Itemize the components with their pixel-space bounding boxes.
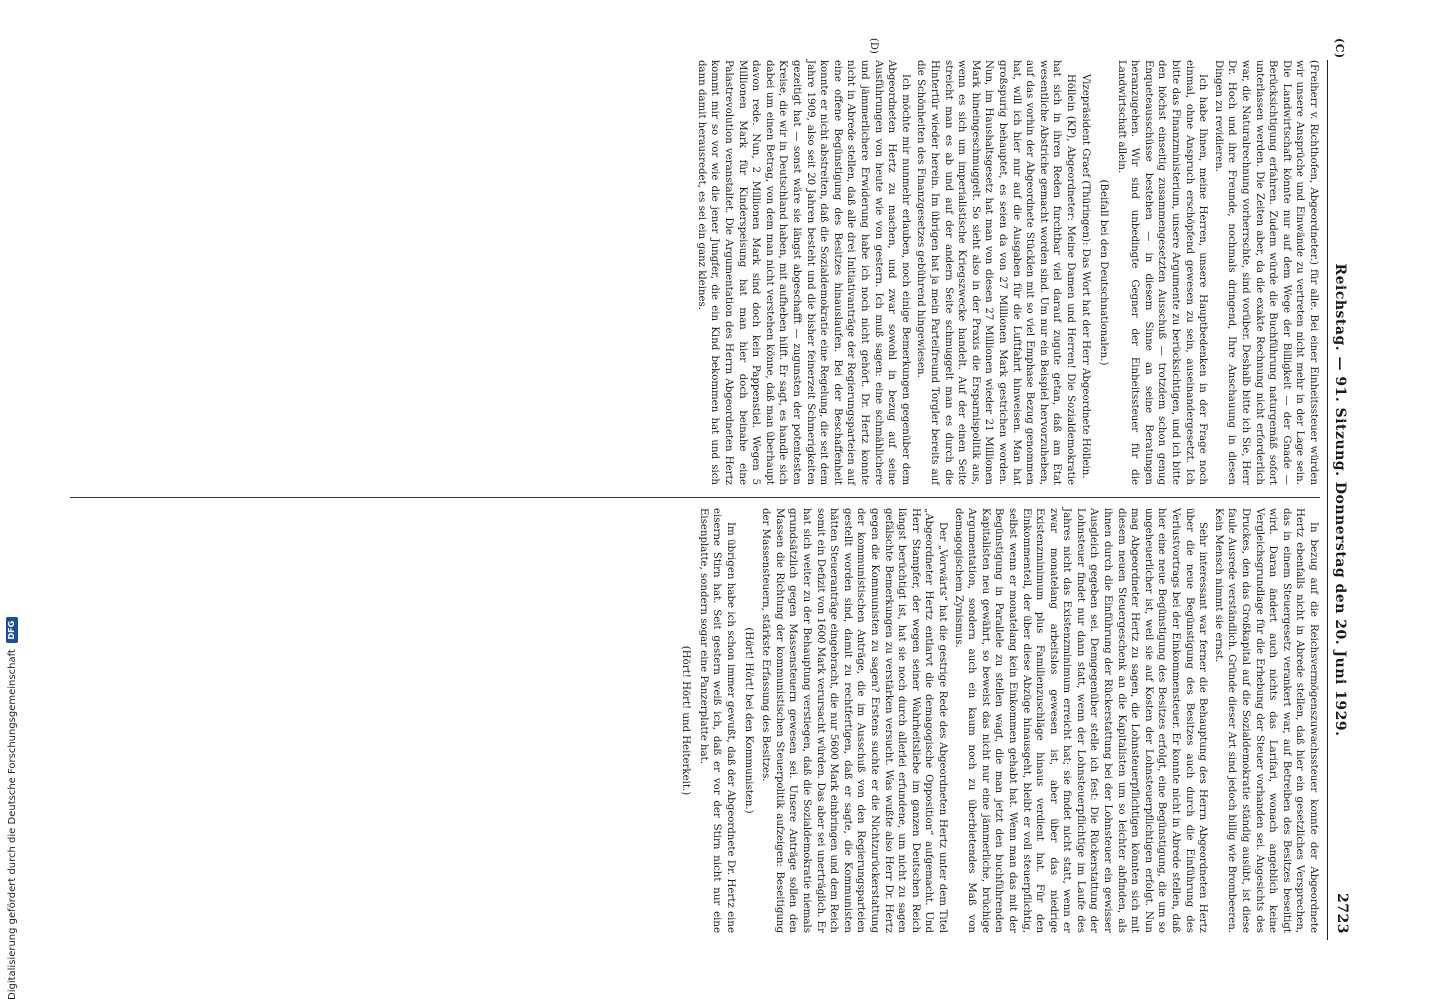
margin-mark-c: (C) [1333, 38, 1346, 59]
paragraph: Ich habe Ihnen, meine Herren, unsere Hauptbedenken in der Frage noch einmal, ohne Anspruch erschöpfend gewesen zu sein, auseinandergesetzt. Ich bitte das Finanzministerium, unsere Argumente zu berücksichtigen, und ich bitte den höchst einseitig zusammengesetzten Ausschuß — trotzdem schon genug Enqueteausschüsse bestehen — in diesem Sinne an seine Beratungen heranzugehen. Wir sind unbedingte Gegner der Einheitssteuer für die Landwirtschaft allein. [1115, 60, 1209, 485]
interjection: (Hört! Hört! bei den Kommunisten.) [742, 627, 754, 814]
document-page [60, 38, 1350, 940]
page-number: 2723 [1334, 893, 1350, 934]
credit-text: Digitalisierung gefördert durch die Deutsche Forschungsgemeinschaft [6, 649, 18, 1000]
interjection: (Hört! Hört! und Heiterkeit.) [680, 645, 692, 796]
column-divider [70, 497, 1320, 498]
paragraph: Sehr interessant war ferner die Behauptung des Herrn Abgeordneten Hertz über die neue Begünstigung des Besitzes auch durch die Einführung des Verlustvortrags bei der Einkommensteuer. Er konnte nicht in Abrede stellen, daß hier eine neue Begünstigung des Besitzes erfolgt, eine Begünstigung, die um so ungeheuerlicher ist, weil sie auf Kosten der Lohnsteuerpflichtigen erfolgt. Nun mag Abgeordneter Hertz zu sagen, die Lohnsteuerpflichtigen könnten sich mit diesem neuen Steuergeschenk an die Kapitalisten um so leichter abfinden, als ihnen durch die Einführung der Rückerstattung bei der Lohnsteuer ein gewisser Ausgleich gegeben sei. Demgegenüber stelle ich fest: Die Rückerstattung der Lohnsteuer findet nur dann statt, wenn der Lohnsteuerpflichtige im Laufe des Jahres nicht das Existenzminimum erreicht hat; sie findet nicht statt, wenn er zwar monatelang arbeitslos gewesen ist, aber über das niedrige Existenzminimum plus Familienzuschläge hinaus verdient hat. Für den Einkommenteil, der über diese Abzüge hinausgeht, bleibt er voll steuerpflichtig, selbst wenn er monatelang kein Einkommen gehabt hat. Wenn man das mit der Begünstigung in Parallele zu stellen wagt, die man jetzt den buchführenden Kapitalisten neu gewährt, so beweist das nicht nur eine jämmerliche, brüchige Argumentation, sondern auch ein kaum noch zu überbietendes Maß von demagogischem Zynismus. [952, 508, 1209, 933]
applause-note: (Beifall bei den Deutschnationalen.) [1098, 179, 1110, 366]
paragraph: Im übrigen habe ich schon immer gewußt, daß der Abgeordnete Dr. Hertz eine eiserne Stirn hat. Seit gestern weiß ich, daß er vor der Stirn nicht nur eine Eisenplatte, sondern sogar eine Panzerplatte hat. [697, 508, 737, 933]
paragraph: In bezug auf die Reichsvermögenszuwachssteuer konnte der Abgeordnete Hertz ebenfalls nicht in Abrede stellen, daß hier ein gesetzliches Versprechen, das in einem Steuergesetz verankert war, auf Betreiben des Besitzes beseitigt wird. Daran ändert auch nichts das Larifari, wonach angeblich keine Vergleichsgrundlage für die Erhebung der Steuer vorhanden sei. Angesichts des Druckes, den das Großkapital auf die Sozialdemokratie ständig ausübt, ist diese faule Ausrede verständlich. Gründe dieser Art sind jedoch billig wie Brombeeren. Kein Mensch nimmt sie ernst. [1212, 508, 1319, 933]
paragraph: Ich möchte mir nunmehr erlauben, noch einige Bemerkungen gegenüber dem Abgeordneten Hertz zu machen, und zwar sowohl in bezug auf seine Ausführungen von heute wie von gestern. Ich muß sagen: eine schmählichere und jämmerlichere Erwiderung habe ich noch nicht gehört. Dr. Hertz konnte nicht in Abrede stellen, daß alle drei Initiativanträge der Regierungsparteien auf eine offene Begünstigung des Besitzes hinauslaufen. Bei der Beschaffenheit konnte er nicht abstreiten, daß die Sozialdemokratie eine Regelung, die seit dem Jahre 1909, also seit 20 Jahren besteht und die bisher feinerzeit Schmerigkeiten gezeitigt hat — sonst wäre sie längst abgeschafft — zugunsten der potentesten Kreise, die wir in Deutschland haben, mit aufheben hilft. Er sagt, es handle sich dabei um einen Betrag, von dem man nicht verstehen könne, daß man überhaupt davon rede. Nun, 2 Millionen Mark sind doch kein Pappenstiel. Wegen 5 Millionen Mark für Kinderspeisung hat man hier doch beinahe eine Palastrevolution veranstaltet. Die Argumentation des Herrn Abgeordneten Hertz kommt mir so vor wie die jener Jungfer, die ein Kind bekommen hat und sich dann damit herausredet, es sei ein ganz kleines. [695, 60, 911, 485]
paragraph: Der „Vorwärts“ hat die gestrige Rede des Abgeordneten Hertz unter dem Titel „Abgeordneter Hertz entlarvt die demagogische Opposition“ aufgemacht. Und Herr Stampfer, der wegen seiner Wahrheitsliebe im ganzen Deutschen Reich längst berüchtigt ist, hat sie noch durch allerlei erfundene, um nicht zu sagen gefälschte Bemerkungen zu verstärken versucht. Was wußte also Herr Dr. Hertz gegen die Kommunisten zu sagen? Erstens suchte er die Nichtzurückerstattung der kommunistischen Anträge, die im Ausschuß von den Regierungsparteien gestellt worden sind, damit zu rechtfertigen, daß er sagte, die Kommunisten hätten Steueranträge eingebracht, die nur 5600 Mark einbringen und dem Reich somit ein Defizit von 1600 Mark verursacht würden. Das aber sei unerträglich. Er hat sich weiter zu der Behauptung verstiegen, daß die Sozialdemokratie niemals grundsätzlich gegen Massensteuern gewesen sei. Unsere Anträge sollen den Massen die Richtung der kommunistischen Steuerpolitik aufzeigen: Beseitigung der Massensteuern, stärkste Erfassung des Besitzes. [760, 508, 948, 933]
header-title: Reichstag. — 91. Sitzung. Donnerstag den 20. Juni 1929. [1331, 263, 1348, 737]
right-column [70, 508, 1320, 933]
paragraph: (Freiherr v. Richthofen, Abgeordneter.) für alle. Bei einer Einheitssteuer würden wir unsere Ansprüche und Einwände zu vertreten nicht mehr in der Lage sein. Die Landwirtschaft könnte nur auf dem Wege der Billigkeit — der Gnade — Berücksichtigung erfahren. Zudem würde die Buchführung naturgemäß sofort unterlassen werden. Die Zeiten aber, da die exakte Rechnung nicht erforderlich war, die Naturalrechnung vorherrschte, sind vorüber. Deshalb bitte ich Sie, Herr Dr. Hoch und ihre Freunde, nochmals dringend, Ihre Anschauung in diesen Dingen zu revidieren. [1212, 60, 1319, 485]
dfg-logo-icon: DFG [6, 617, 18, 643]
paragraph: Höllein (KP), Abgeordneter: Meine Damen und Herren! Die Sozialdemokratie hat sich in ihren Reden furchtbar viel darauf zugute getan, daß am Etat wesentliche Abstriche gemacht worden sind. Um nur ein Beispiel hervorzuheben, auf das vorhin der Abgeordnete Stücklen mit so viel Emphase Bezug genommen hat, will ich hier nur auf die Ausgaben für die Luftfahrt hinweisen. Man hat großspurig behauptet, es seien da von 27 Millionen Mark gestrichen worden. Nun, im Haushaltsgesetz hat man von diesen 27 Millionen wieder 21 Millionen Mark hineingeschmuggelt. So sieht also in der Praxis die Ersparnispolitik aus, wenn es sich um imperialistische Kriegszwecke handelt. Auf der einen Seite streicht man es ab und auf der andern Seite schmuggelt man es durch die Hintertür wieder herein. Im übrigen hat ja mein Parteifreund Torgler bereits auf die Schönheiten des Finanzgesetzes gebührend hingewiesen. [915, 60, 1076, 485]
paragraph: Vizepräsident Graef (Thüringen): Das Wort hat der Herr Abgeordnete Höllein. [1080, 74, 1092, 479]
running-header [1327, 38, 1350, 940]
margin-mark-d: (D) [868, 38, 879, 54]
left-column [70, 60, 1320, 485]
digitization-credit [2, 0, 22, 1000]
